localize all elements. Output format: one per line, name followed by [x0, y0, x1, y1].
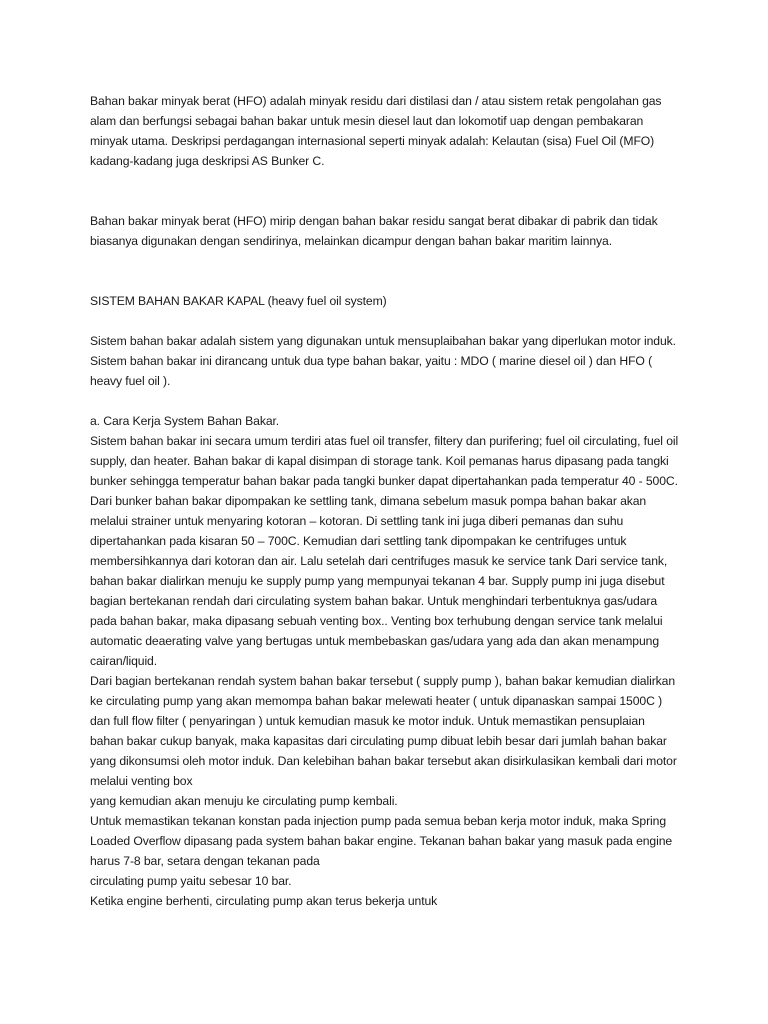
- paragraph-spacer: [90, 171, 680, 211]
- paragraph-spacer: [90, 391, 680, 411]
- document-body: [90, 91, 680, 911]
- paragraph-spacer: [90, 251, 680, 291]
- paragraph-working-method: a. Cara Kerja System Bahan Bakar. Sistem bahan bakar ini secara umum terdiri atas fuel oil transfer, filtery dan purifering; fuel oil circulating, fuel oil supply, dan heater. Bahan bakar di kapal disimpan di storage tank. Koil pemanas harus dipasang pada tangki bunker sehingga temperatur bahan bakar pada tangki bunker dapat dipertahankan pada temperatur 40 - 500C. Dari bunker bahan bakar dipompakan ke settling tank, dimana sebelum masuk pompa bahan bakar akan melalui strainer untuk menyaring kotoran – kotoran. Di settling tank ini juga diberi pemanas dan suhu dipertahankan pada kisaran 50 – 700C. Kemudian dari settling tank dipompakan ke centrifuges untuk membersihkannya dari kotoran dan air. Lalu setelah dari centrifuges masuk ke service tank Dari service tank, bahan bakar dialirkan menuju ke supply pump yang mempunyai tekanan 4 bar. Supply pump ini juga disebut bagian bertekanan rendah dari circulating system bahan bakar. Untuk menghindari terbentuknya gas/udara pada bahan bakar, maka dipasang sebuah venting box.. Venting box terhubung dengan service tank melalui automatic deaerating valve yang bertugas untuk membebaskan gas/udara yang ada dan akan menampung cairan/liquid. Dari bagian bertekanan rendah system bahan bakar tersebut ( supply pump ), bahan bakar kemudian dialirkan ke circulating pump yang akan memompa bahan bakar melewati heater ( untuk dipanaskan sampai 1500C ) dan full flow filter ( penyaringan ) untuk kemudian masuk ke motor induk. Untuk memastikan pensuplaian bahan bakar cukup banyak, maka kapasitas dari circulating pump dibuat lebih besar dari jumlah bahan bakar yang dikonsumsi oleh motor induk. Dan kelebihan bahan bakar tersebut akan disirkulasikan kembali dari motor melalui venting box yang kemudian akan menuju ke circulating pump kembali. Untuk memastikan tekanan konstan pada injection pump pada semua beban kerja motor induk, maka Spring Loaded Overflow dipasang pada system bahan bakar engine. Tekanan bahan bakar yang masuk pada engine harus 7-8 bar, setara dengan tekanan pada circulating pump yaitu sebesar 10 bar. Ketika engine berhenti, circulating pump akan terus bekerja untuk: [90, 414, 679, 908]
- section-heading: SISTEM BAHAN BAKAR KAPAL (heavy fuel oil system): [90, 294, 387, 308]
- paragraph-hfo-usage: Bahan bakar minyak berat (HFO) mirip dengan bahan bakar residu sangat berat dibakar di pabrik dan tidak biasanya digunakan dengan sendirinya, melainkan dicampur dengan bahan bakar maritim lainnya.: [90, 214, 658, 248]
- paragraph-spacer: [90, 311, 680, 331]
- paragraph-hfo-definition: Bahan bakar minyak berat (HFO) adalah minyak residu dari distilasi dan / atau sistem retak pengolahan gas alam dan berfungsi sebagai bahan bakar untuk mesin diesel laut dan lokomotif uap dengan pembakaran minyak utama. Deskripsi perdagangan internasional seperti minyak adalah: Kelautan (sisa) Fuel Oil (MFO) kadang-kadang juga deskripsi AS Bunker C.: [90, 94, 662, 168]
- paragraph-system-intro: Sistem bahan bakar adalah sistem yang digunakan untuk mensuplaibahan bakar yang diperlukan motor induk. Sistem bahan bakar ini dirancang untuk dua type bahan bakar, yaitu : MDO ( marine diesel oil ) dan HFO ( heavy fuel oil ).: [90, 334, 676, 388]
